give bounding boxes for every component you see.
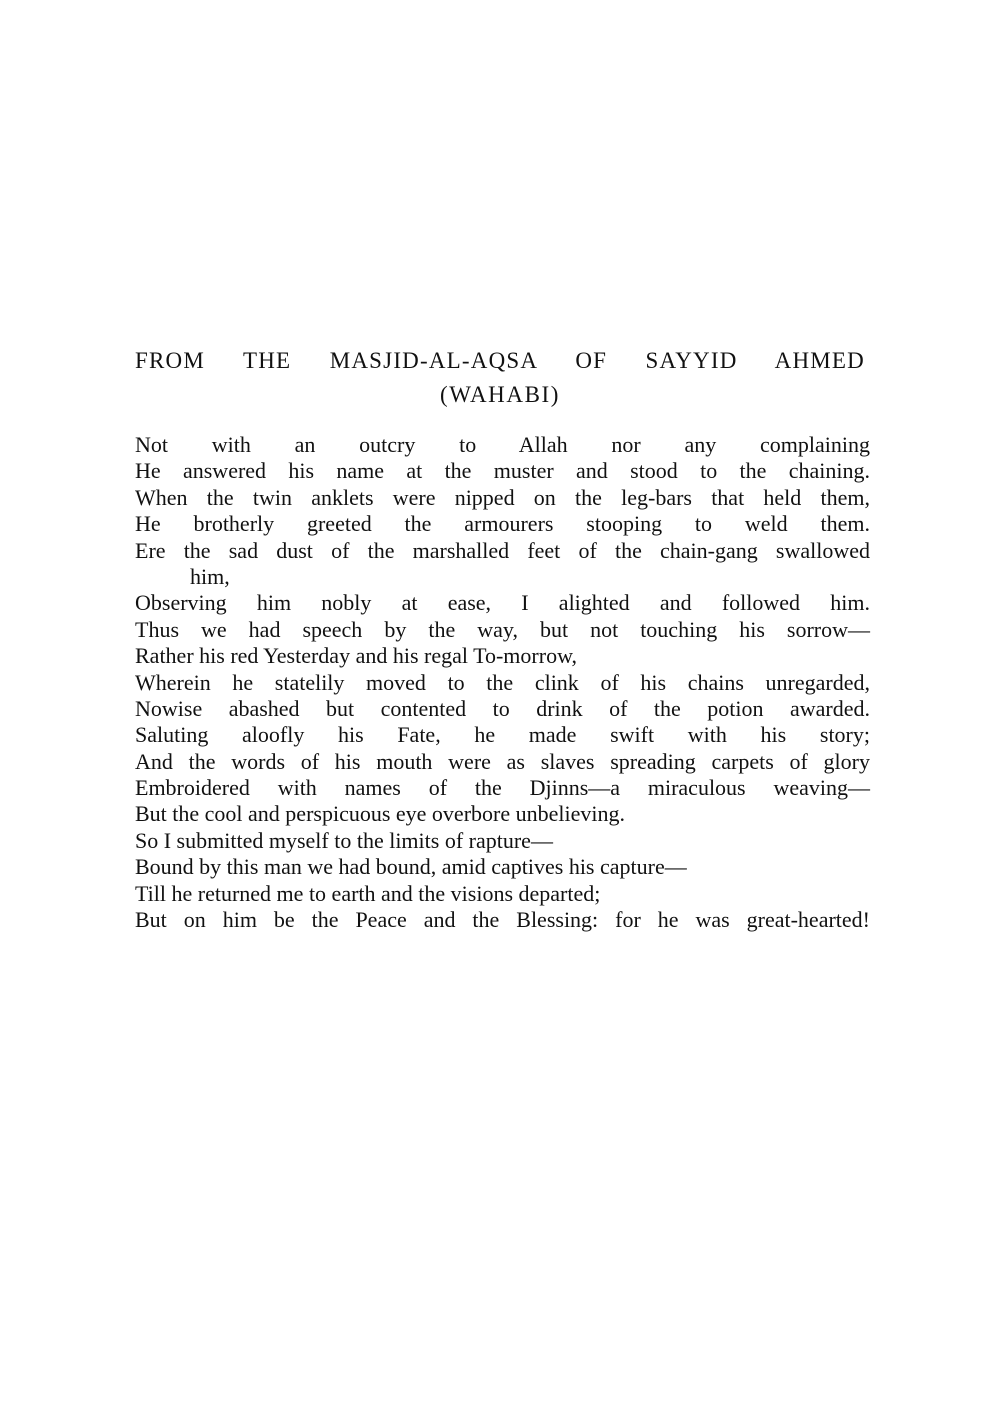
poem-line: He brotherly greeted the armourers stooping to weld them. <box>135 511 870 537</box>
poem-line: Saluting aloofly his Fate, he made swift with his story; <box>135 722 870 748</box>
poem-body <box>135 432 870 933</box>
poem-line: Wherein he statelily moved to the clink of his chains unregarded, <box>135 669 870 695</box>
poem-line: So I submitted myself to the limits of rapture— <box>135 827 553 853</box>
title-line-2: (WAHABI) <box>439 382 561 407</box>
poem-line: Till he returned me to earth and the visions departed; <box>135 880 601 906</box>
poem-line: Observing him nobly at ease, I alighted and followed him. <box>135 590 870 616</box>
poem-line: Thus we had speech by the way, but not touching his sorrow— <box>135 616 870 642</box>
poem-line: Bound by this man we had bound, amid captives his capture— <box>135 854 687 880</box>
title-line-1: FROM THE MASJID-AL-AQSA OF SAYYID AHMED <box>135 348 865 373</box>
poem-line: When the twin anklets were nipped on the leg-bars that held them, <box>135 484 870 510</box>
poem-line: Rather his red Yesterday and his regal To-morrow, <box>135 643 578 669</box>
poem-line: He answered his name at the muster and stood to the chaining. <box>135 458 870 484</box>
poem-line: But the cool and perspicuous eye overbore unbelieving. <box>135 801 625 827</box>
poem-line: But on him be the Peace and the Blessing: for he was great-hearted! <box>135 907 870 933</box>
poem-line: Embroidered with names of the Djinns—a miraculous weaving— <box>135 775 870 801</box>
poem-line: Nowise abashed but contented to drink of the potion awarded. <box>135 695 870 721</box>
poem-line: Ere the sad dust of the marshalled feet of the chain-gang swallowed <box>135 537 870 563</box>
poem-title <box>135 344 865 412</box>
poem-line: Not with an outcry to Allah nor any complaining <box>135 432 870 457</box>
poem-line-turnover: him, <box>190 563 230 589</box>
poem-line: And the words of his mouth were as slaves spreading carpets of glory <box>135 748 870 774</box>
